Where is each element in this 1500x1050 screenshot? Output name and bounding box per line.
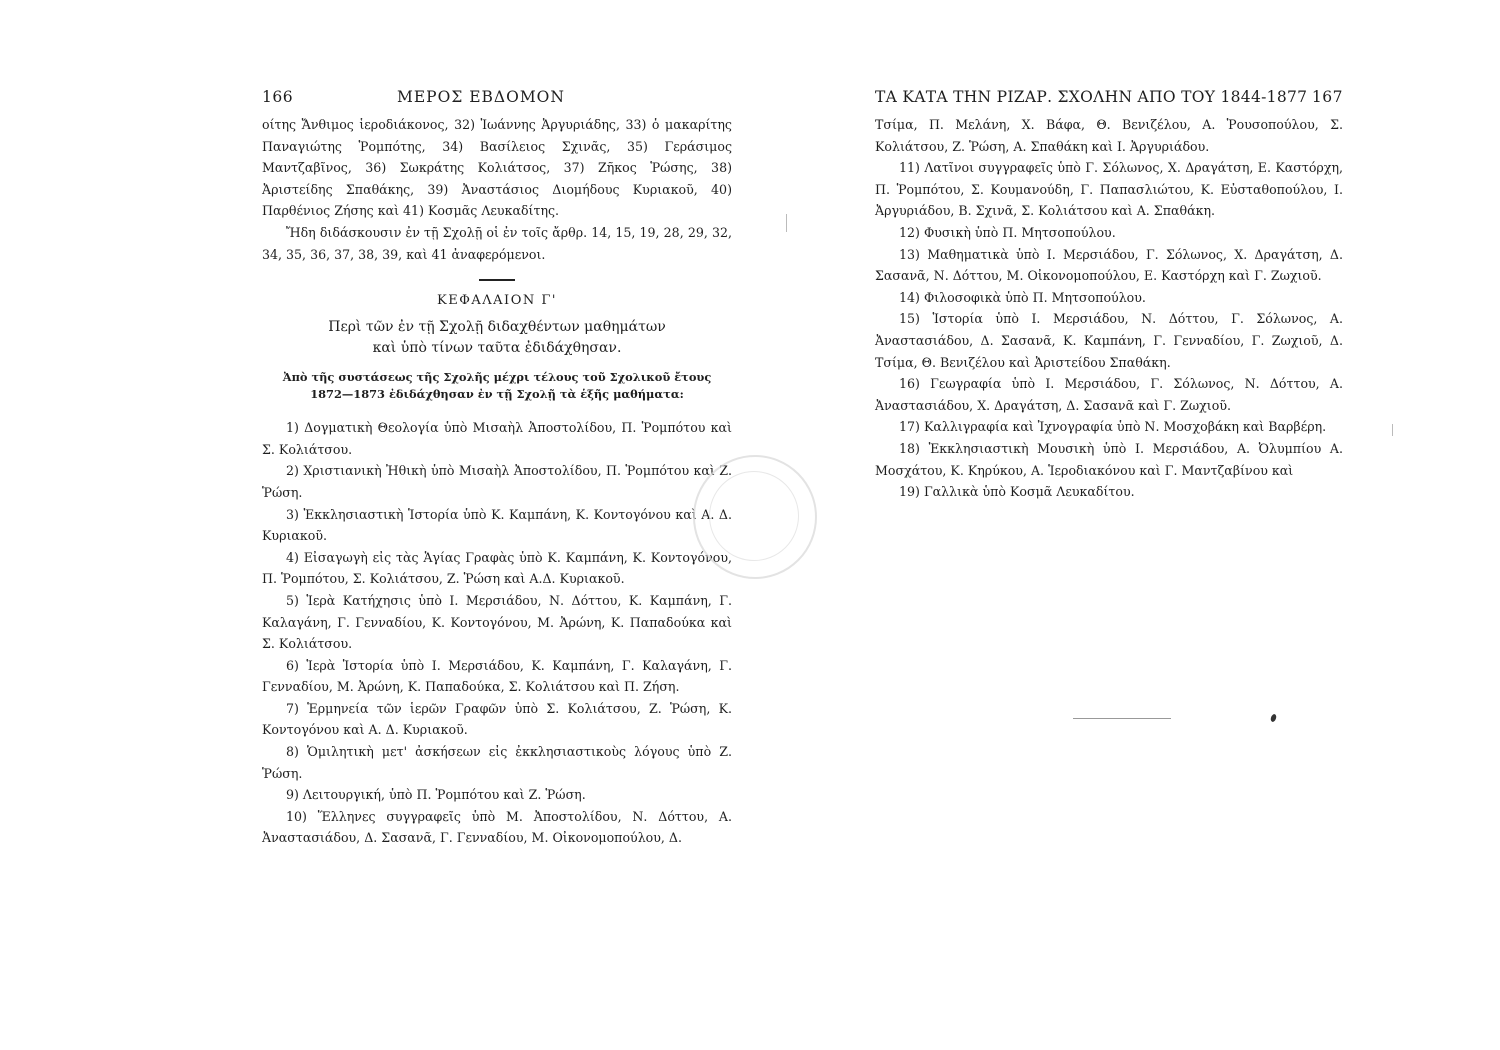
stamp-inner-ring [709, 471, 799, 561]
list-item: 5) Ἱερὰ Κατήχησις ὑπὸ Ι. Μερσιάδου, Ν. Δόττου, Κ. Καμπάνη, Γ. Καλαγάνη, Γ. Γενναδίου, Κ. Κοντογόνου, Μ. Ἀρώνη, Κ. Παπαδούκα καὶ Σ. Κολιάτσου. [262, 592, 732, 652]
section-divider [479, 279, 515, 281]
second-paragraph: Ἤδη διδάσκουσιν ἐν τῇ Σχολῇ οἱ ἐν τοῖς ἄρθρ. 14, 15, 19, 28, 29, 32, 34, 35, 36, 37, 38, 39, καὶ 41 ἀναφερόμενοι. [262, 224, 732, 262]
list-item: 17) Καλλιγραφία καὶ Ἰχνογραφία ὑπὸ Ν. Μοσχοβάκη καὶ Βαρβέρη. [899, 419, 1327, 435]
right-running-title: ΤΑ ΚΑΤΑ ΤΗΝ ΡΙΖΑΡ. ΣΧΟΛΗΝ ΑΠΟ ΤΟΥ 1844-1877 [875, 88, 1308, 106]
list-item: 10) Ἕλληνες συγγραφεῖς ὑπὸ Μ. Ἀποστολίδου, Ν. Δόττου, Α. Ἀναστασιάδου, Δ. Σασανᾶ, Γ. Γενναδίου, Μ. Οἰκονομοπούλου, Δ. [262, 808, 732, 846]
list-item: 6) Ἱερὰ Ἱστορία ὑπὸ Ι. Μερσιάδου, Κ. Καμπάνη, Γ. Καλαγάνη, Γ. Γενναδίου, Μ. Ἀρώνη, Κ. Παπαδούκα, Σ. Κολιάτσου καὶ Π. Ζήση. [262, 657, 732, 695]
list-item: 18) Ἐκκλησιαστικὴ Μουσικὴ ὑπὸ Ι. Μερσιάδου, Α. Ὀλυμπίου Α. Μοσχάτου, Κ. Κηρύκου, Α. Ἱεροδιακόνου καὶ Γ. Μαντζαβίνου καὶ [875, 440, 1343, 478]
ink-spot [1270, 713, 1277, 722]
left-running-title: ΜΕΡΟΣ ΕΒΔΟΜΟΝ [397, 88, 565, 106]
list-item: 9) Λειτουργική, ὑπὸ Π. Ῥομπότου καὶ Ζ. Ῥώση. [286, 787, 586, 803]
left-running-head [262, 88, 732, 114]
library-stamp-watermark [693, 455, 817, 579]
right-page [875, 88, 1343, 503]
list-item: 16) Γεωγραφία ὑπὸ Ι. Μερσιάδου, Γ. Σόλωνος, Ν. Δόττου, Α. Ἀναστασιάδου, Χ. Δραγάτση, Δ. Σασανᾶ καὶ Γ. Ζωχιοῦ. [875, 376, 1343, 413]
list-item: 14) Φιλοσοφικὰ ὑπὸ Π. Μητσοπούλου. [899, 289, 1146, 305]
chapter-subtitle-line-2: καὶ ὑπὸ τίνων ταῦτα ἐδιδάχθησαν. [372, 340, 622, 357]
right-body [875, 114, 1343, 503]
right-running-head [875, 88, 1343, 114]
chapter-subtitle-line-1: Περὶ τῶν ἐν τῇ Σχολῇ διδαχθέντων μαθημάτων [328, 319, 666, 336]
list-item: 1) Δογματικὴ Θεολογία ὑπὸ Μισαὴλ Ἀποστολίδου, Π. Ῥομπότου καὶ Σ. Κολιάτσου. [262, 420, 732, 457]
left-page-number: 166 [262, 88, 294, 106]
list-item: 2) Χριστιανικὴ Ἠθικὴ ὑπὸ Μισαὴλ Ἀποστολίδου, Π. Ῥομπότου καὶ Ζ. Ῥώση. [262, 463, 732, 500]
section-heading: Ἀπὸ τῆς συστάσεως τῆς Σχολῆς μέχρι τέλους τοῦ Σχολικοῦ ἔτους 1872—1873 ἐδιδάχθησαν ἐν τῇ Σχολῇ τὰ ἑξῆς μαθήματα: [282, 370, 712, 402]
left-body [262, 114, 732, 849]
list-item: 3) Ἐκκλησιαστικὴ Ἱστορία ὑπὸ Κ. Καμπάνη, Κ. Κοντογόνου καὶ Α. Δ. Κυριακοῦ. [262, 506, 732, 544]
list-item: 8) Ὁμιλητικὴ μετ' ἀσκήσεων εἰς ἐκκλησιαστικοὺς λόγους ὑπὸ Ζ. Ῥώση. [262, 744, 732, 781]
left-page [262, 88, 732, 849]
end-rule [1073, 718, 1171, 719]
scan-mark [1392, 424, 1393, 436]
list-item: 4) Εἰσαγωγὴ εἰς τὰς Ἁγίας Γραφὰς ὑπὸ Κ. Καμπάνη, Κ. Κοντογόνου, Π. Ῥομπότου, Σ. Κολιάτσου, Ζ. Ῥώση καὶ Α.Δ. Κυριακοῦ. [262, 549, 732, 587]
chapter-subtitle [262, 317, 732, 359]
opening-paragraph: οίτης Ἄνθιμος ἱεροδιάκονος, 32) Ἰωάννης Ἀργυριάδης, 33) ὁ μακαρίτης Παναγιώτης Ῥομπότης, 34) Βασίλειος Σχινᾶς, 35) Γεράσιμος Μαντζαβῖνος, 36) Σωκράτης Κολιάτσος, 37) Ζῆκος Ῥώσης, 38) Ἀριστείδης Σπαθάκης, 39) Ἀναστάσιος Διομήδους Κυριακοῦ, 40) Παρθένιος Ζήσης καὶ 41) Κοσμᾶς Λευκαδίτης. [262, 117, 732, 219]
list-item: 11) Λατῖνοι συγγραφεῖς ὑπὸ Γ. Σόλωνος, Χ. Δραγάτση, Ε. Καστόρχη, Π. Ῥομπότου, Σ. Κουμανούδη, Γ. Παπασλιώτου, Κ. Εὐσταθοπούλου, Ι. Ἀργυριάδου, Β. Σχινᾶ, Σ. Κολιάτσου καὶ Α. Σπαθάκη. [875, 160, 1343, 219]
list-item: 7) Ἑρμηνεία τῶν ἱερῶν Γραφῶν ὑπὸ Σ. Κολιάτσου, Ζ. Ῥώση, Κ. Κοντογόνου καὶ Α. Δ. Κυριακοῦ. [262, 700, 732, 738]
list-item: 19) Γαλλικὰ ὑπὸ Κοσμᾶ Λευκαδίτου. [899, 484, 1135, 500]
scan-mark [786, 214, 787, 232]
continuation-paragraph: Τσίμα, Π. Μελάνη, Χ. Βάφα, Θ. Βενιζέλου, Α. Ῥουσοπούλου, Σ. Κολιάτσου, Ζ. Ῥώση, Α. Σπαθάκη καὶ Ι. Ἀργυριάδου. [875, 117, 1343, 154]
list-item: 13) Μαθηματικὰ ὑπὸ Ι. Μερσιάδου, Γ. Σόλωνος, Χ. Δραγάτση, Δ. Σασανᾶ, Ν. Δόττου, Μ. Οἰκονομοπούλου, Ε. Καστόρχη καὶ Γ. Ζωχιοῦ. [875, 246, 1343, 284]
chapter-title: ΚΕΦΑΛΑΙΟΝ Γ' [437, 293, 557, 309]
right-page-number: 167 [1311, 88, 1343, 106]
list-item: 15) Ἱστορία ὑπὸ Ι. Μερσιάδου, Ν. Δόττου, Γ. Σόλωνος, Α. Ἀναστασιάδου, Δ. Σασανᾶ, Κ. Καμπάνη, Γ. Γενναδίου, Γ. Ζωχιοῦ, Δ. Τσίμα, Θ. Βενιζέλου καὶ Ἀριστείδου Σπαθάκη. [875, 311, 1343, 370]
list-item: 12) Φυσικὴ ὑπὸ Π. Μητσοπούλου. [899, 224, 1116, 240]
